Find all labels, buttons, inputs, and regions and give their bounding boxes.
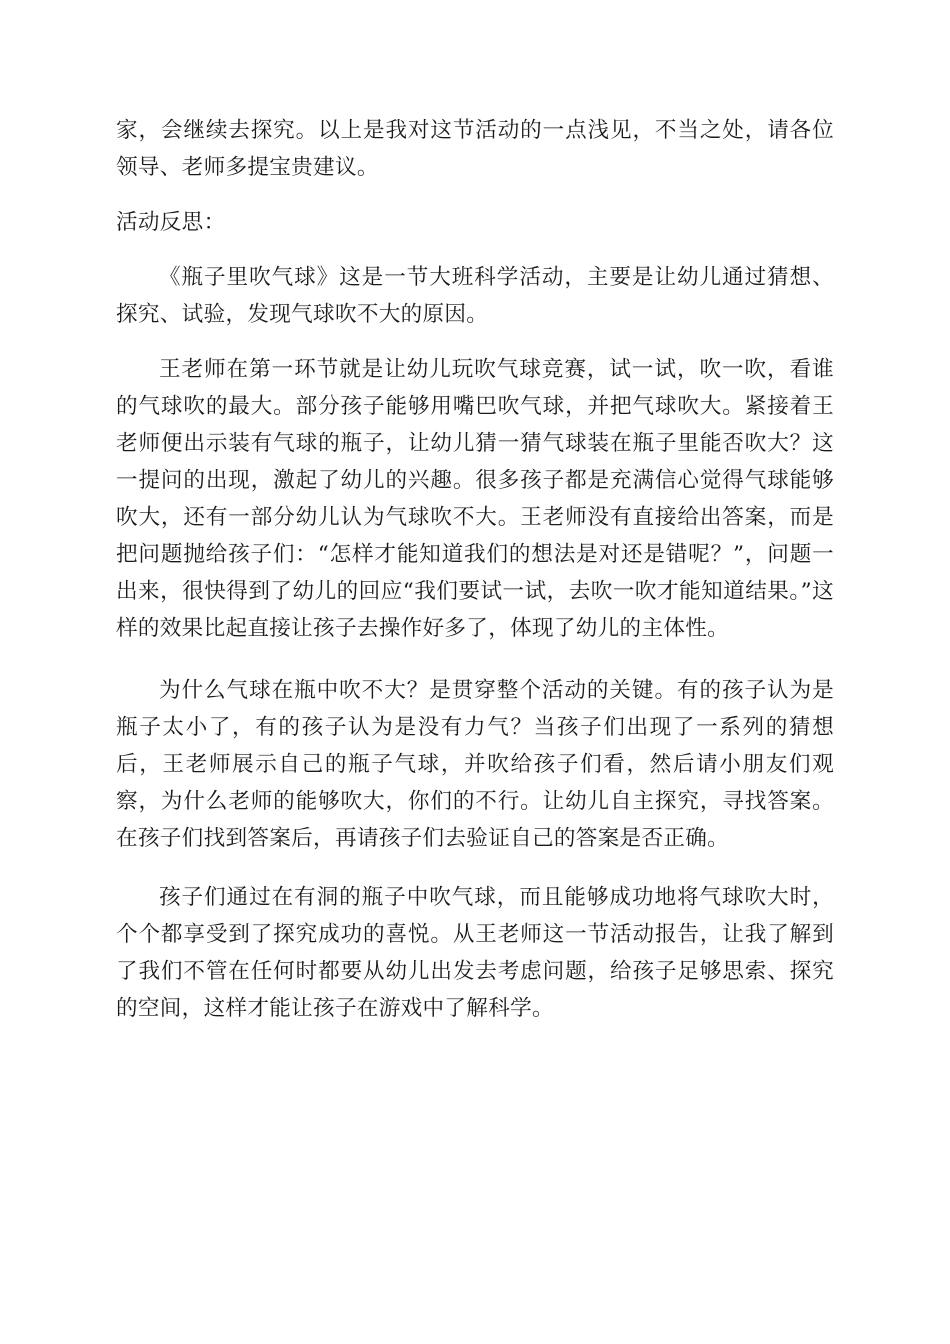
paragraph-conclusion: 孩子们通过在有洞的瓶子中吹气球，而且能够成功地将气球吹大时，个个都享受到了探究成功的喜悦。从王老师这一节活动报告，让我了解到了我们不管在任何时都要从幼儿出发去考虑问题，给孩子足够思索、探究的空间，这样才能让孩子在游戏中了解科学。 <box>116 885 834 1021</box>
paragraph-activity-intro: 《瓶子里吹气球》这是一节大班科学活动，主要是让幼儿通过猜想、探究、试验，发现气球吹不大的原因。 <box>116 265 834 327</box>
section-heading-reflection: 活动反思： <box>116 210 226 235</box>
paragraph-key-question: 为什么气球在瓶中吹不大？是贯穿整个活动的关键。有的孩子认为是瓶子太小了，有的孩子认为是没有力气？当孩子们出现了一系列的猜想后，王老师展示自己的瓶子气球，并吹给孩子们看，然后请小朋友们观察，为什么老师的能够吹大，你们的不行。让幼儿自主探究，寻找答案。在孩子们找到答案后，再请孩子们去验证自己的答案是否正确。 <box>116 678 834 851</box>
paragraph-closing-remarks: 家，会继续去探究。以上是我对这节活动的一点浅见，不当之处，请各位领导、老师多提宝贵建议。 <box>116 118 834 180</box>
paragraph-first-stage: 王老师在第一环节就是让幼儿玩吹气球竞赛，试一试，吹一吹，看谁的气球吹的最大。部分孩子能够用嘴巴吹气球，并把气球吹大。紧接着王老师便出示装有气球的瓶子，让幼儿猜一猜气球装在瓶子里能否吹大？这一提问的出现，激起了幼儿的兴趣。很多孩子都是充满信心觉得气球能够吹大，还有一部分幼儿认为气球吹不大。王老师没有直接给出答案，而是把问题抛给孩子们：“怎样才能知道我们的想法是对还是错呢？”，问题一出来，很快得到了幼儿的回应“我们要试一试，去吹一吹才能知道结果。”这样的效果比起直接让孩子去操作好多了，体现了幼儿的主体性。 <box>116 357 834 641</box>
